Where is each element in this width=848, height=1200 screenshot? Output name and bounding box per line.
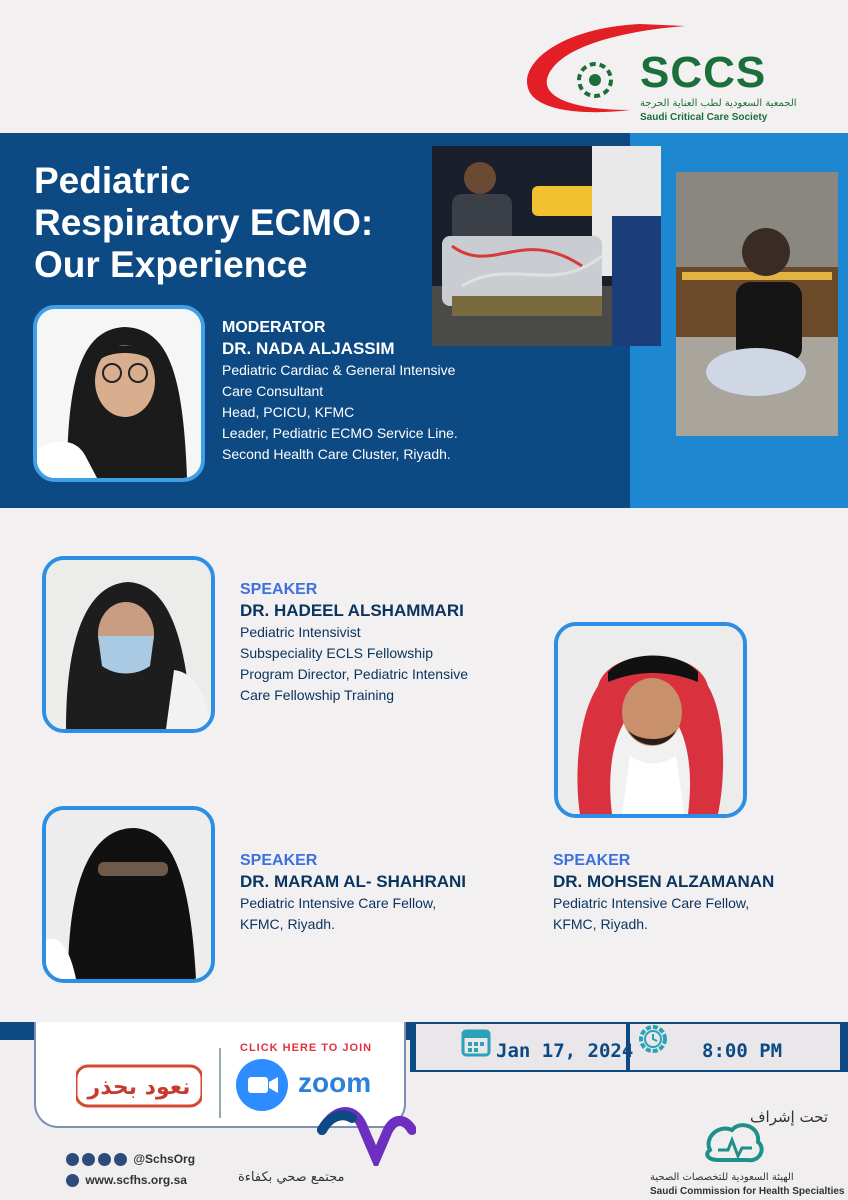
speaker-role: SPEAKER	[553, 852, 631, 869]
arabic-slogan: مجتمع صحي بكفاءة	[238, 1170, 345, 1185]
speaker-line: KFMC, Riyadh.	[240, 916, 335, 932]
speaker-line: Program Director, Pediatric Intensive	[240, 666, 468, 682]
join-label[interactable]: CLICK HERE TO JOIN	[240, 1042, 373, 1054]
speaker-2-photo	[42, 806, 215, 983]
moderator-info	[222, 318, 458, 465]
zoom-wordmark[interactable]: zoom	[298, 1067, 372, 1098]
calendar-icon	[460, 1026, 492, 1058]
speaker-name: DR. MOHSEN ALZAMANAN	[553, 872, 775, 891]
globe-icon	[66, 1174, 79, 1187]
speaker-role: SPEAKER	[240, 581, 318, 598]
child-photo	[676, 172, 838, 436]
website-url[interactable]: www.scfhs.org.sa	[85, 1173, 187, 1187]
speaker-3-info	[553, 851, 774, 935]
footer-divider	[219, 1048, 221, 1118]
speaker-role: SPEAKER	[240, 852, 318, 869]
clock-gear-icon	[636, 1022, 670, 1056]
moderator-line: Leader, Pediatric ECMO Service Line.	[222, 425, 458, 441]
nawood-bihathar-logo	[76, 1062, 202, 1108]
moderator-line: Second Health Care Cluster, Riyadh.	[222, 446, 451, 462]
moderator-line: Care Consultant	[222, 383, 324, 399]
speaker-line: Care Fellowship Training	[240, 687, 395, 703]
ecmo-transport-photo	[432, 146, 661, 346]
speaker-name: DR. HADEEL ALSHAMMARI	[240, 601, 464, 620]
event-time: 8:00 PM	[702, 1040, 783, 1062]
speaker-3-photo	[554, 622, 747, 818]
moderator-line: Pediatric Cardiac & General Intensive	[222, 362, 456, 378]
logo-english-name: Saudi Critical Care Society	[640, 112, 768, 123]
youtube-icon[interactable]	[82, 1153, 95, 1166]
speaker-line: Pediatric Intensivist	[240, 624, 361, 640]
moderator-name: DR. NADA ALJASSIM	[222, 339, 395, 358]
sccs-logo	[520, 18, 820, 123]
moderator-photo	[33, 305, 205, 482]
event-title: Pediatric Respiratory ECMO: Our Experience	[34, 160, 374, 285]
moderator-line: Head, PCICU, KFMC	[222, 404, 355, 420]
instagram-icon[interactable]	[114, 1153, 127, 1166]
speaker-name: DR. MARAM AL- SHAHRANI	[240, 872, 467, 891]
logo-arabic-name: الجمعية السعودية لطب العناية الحرجة	[640, 98, 797, 109]
nawood-text: نعود بحذر	[87, 1075, 191, 1100]
snapchat-icon[interactable]	[98, 1153, 111, 1166]
under-supervision-label: تحت إشراف	[750, 1108, 829, 1126]
speaker-line: Pediatric Intensive Care Fellow,	[240, 895, 437, 911]
speaker-line: Subspeciality ECLS Fellowship	[240, 645, 433, 661]
logo-wordmark: SCCS	[640, 48, 767, 97]
speaker-line: Pediatric Intensive Care Fellow,	[553, 895, 750, 911]
event-date: Jan 17, 2024	[496, 1040, 634, 1062]
speaker-2-info	[240, 851, 466, 935]
twitter-icon[interactable]	[66, 1153, 79, 1166]
scfhs-arabic-name: الهيئة السعودية للتخصصات الصحية	[650, 1172, 794, 1183]
speaker-line: KFMC, Riyadh.	[553, 916, 648, 932]
social-handle[interactable]: @SchsOrg	[133, 1152, 196, 1166]
scfhs-english-name: Saudi Commission for Health Specialties	[650, 1186, 845, 1197]
decorative-swoosh-icon	[316, 1100, 416, 1166]
scfhs-logo-icon	[700, 1120, 770, 1170]
moderator-role: MODERATOR	[222, 319, 326, 336]
social-links	[66, 1152, 195, 1166]
speaker-1-photo	[42, 556, 215, 733]
speaker-1-info	[240, 580, 468, 706]
website-link	[66, 1173, 187, 1187]
